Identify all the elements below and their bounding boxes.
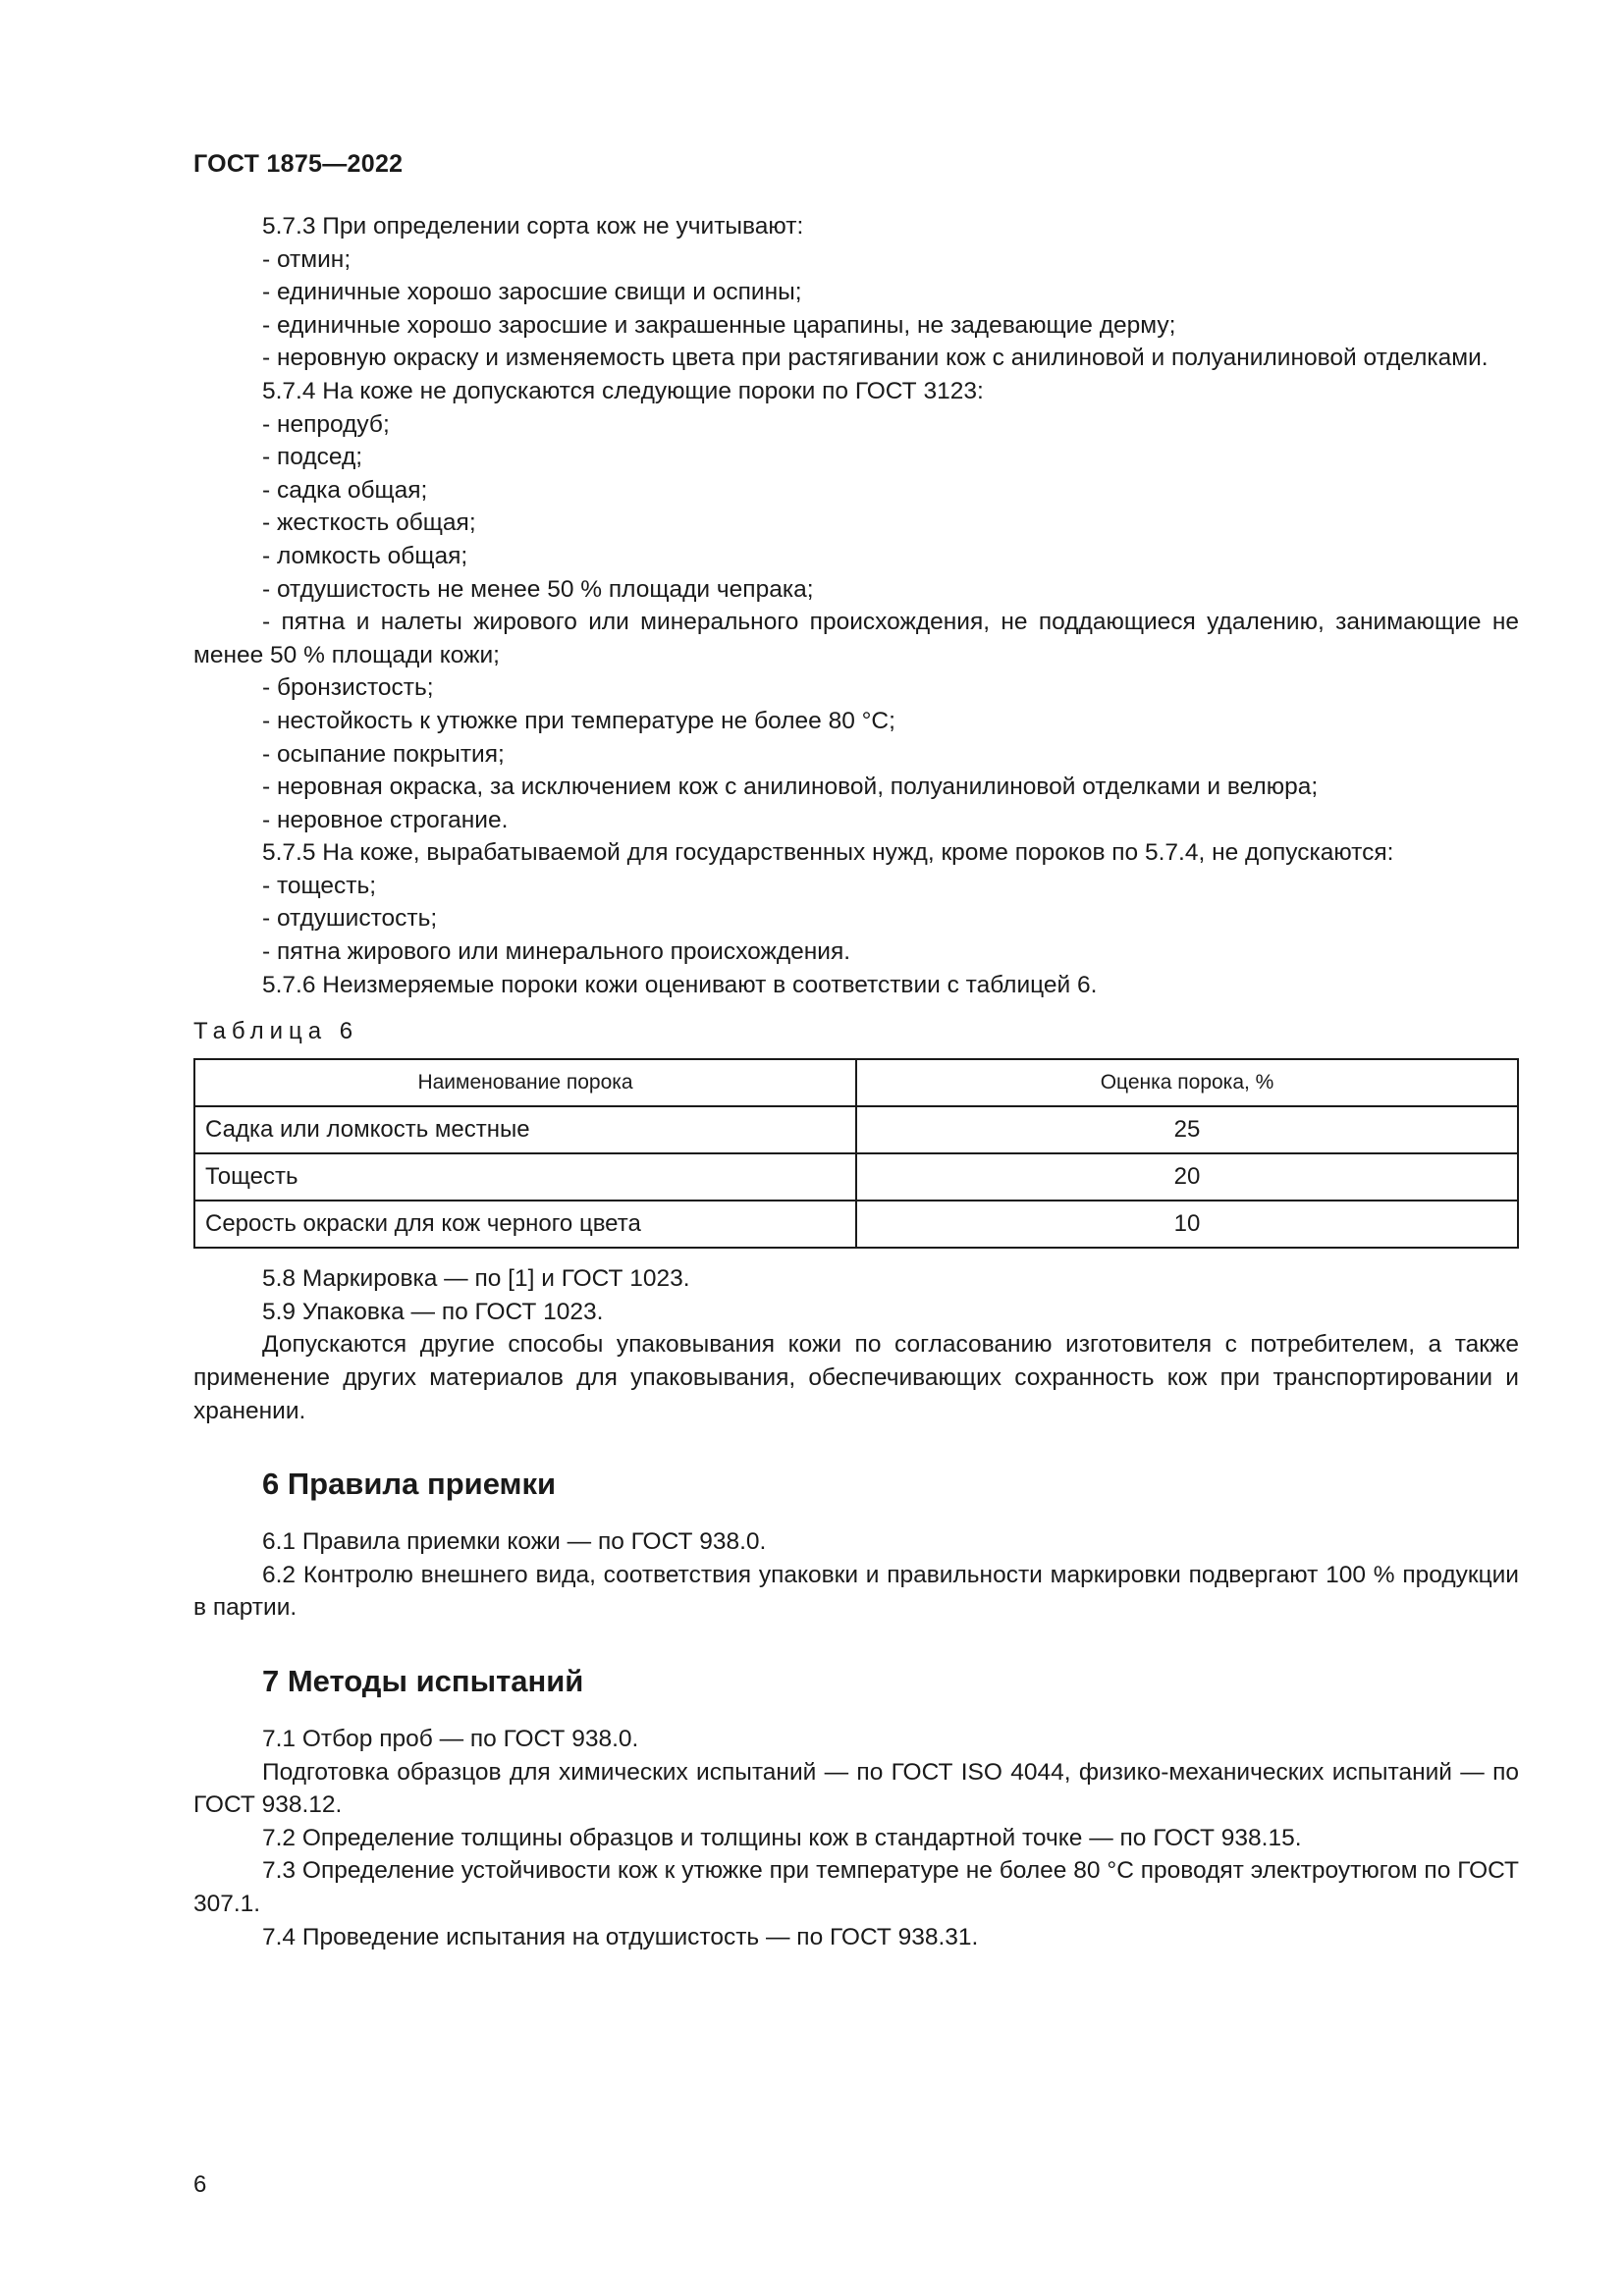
list-item: - осыпание покрытия; [262, 740, 505, 768]
paragraph: 6.1 Правила приемки кожи — по ГОСТ 938.0. [262, 1528, 767, 1556]
list-item: - нестойкость к утюжке при температуре не более 80 °С; [262, 707, 895, 734]
cell-defect-score: 25 [856, 1106, 1518, 1153]
table-header-row [194, 1059, 1518, 1106]
paragraph: 7.3 Определение устойчивости кож к утюжке при температуре не более 80 °С проводят электроутюгом по ГОСТ 307.1. [193, 1857, 1519, 1917]
clause-5-8-block [193, 1262, 1519, 1427]
table-row [194, 1106, 1518, 1153]
list-item: - тощесть; [262, 872, 377, 899]
list-item: - неровную окраску и изменяемость цвета при растягивании кож с анилиновой и полуанилиновой отделками. [262, 345, 1489, 372]
paragraph: 6.2 Контролю внешнего вида, соответствия упаковки и правильности маркировки подвергают 100 % продукции в партии. [193, 1561, 1519, 1622]
paragraph: Допускаются другие способы упаковывания кожи по согласованию изготовителя с потребителем, а также применение других материалов для упаковывания, обеспечивающих сохранность кож при транспортировании и хранении. [193, 1331, 1519, 1424]
paragraph: 5.7.4 На коже не допускаются следующие пороки по ГОСТ 3123: [262, 377, 984, 404]
paragraph: 5.7.6 Неизмеряемые пороки кожи оценивают в соответствии с таблицей 6. [262, 971, 1098, 998]
list-item: - отмин; [262, 245, 352, 273]
cell-defect-score: 10 [856, 1201, 1518, 1248]
list-item: - отдушистость не менее 50 % площади чепрака; [262, 575, 814, 603]
list-item: - неровное строгание. [262, 806, 509, 833]
paragraph: 7.4 Проведение испытания на отдушистость — по ГОСТ 938.31. [262, 1923, 979, 1950]
clause-5-7-block [193, 210, 1519, 1001]
section-7-heading: 7 Методы испытаний [262, 1664, 584, 1698]
paragraph: 5.9 Упаковка — по ГОСТ 1023. [262, 1298, 604, 1325]
paragraph: 7.1 Отбор проб — по ГОСТ 938.0. [262, 1726, 639, 1752]
cell-defect-name: Серость окраски для кож черного цвета [194, 1201, 856, 1248]
list-item: - пятна и налеты жирового или минерального происхождения, не поддающиеся удалению, занимающие не менее 50 % площади кожи; [193, 609, 1519, 668]
table-caption: Таблица 6 [193, 1018, 359, 1045]
table-row [194, 1201, 1518, 1248]
defects-table [193, 1058, 1519, 1249]
section-6-heading: 6 Правила приемки [262, 1467, 557, 1502]
paragraph: 7.2 Определение толщины образцов и толщины кож в стандартной точке — по ГОСТ 938.15. [262, 1824, 1302, 1851]
paragraph: 5.7.5 На коже, вырабатываемой для государственных нужд, кроме пороков по 5.7.4, не допускаются: [262, 839, 1394, 867]
list-item: - жесткость общая; [262, 509, 476, 537]
section-6-body [193, 1525, 1519, 1625]
list-item: - пятна жирового или минерального происхождения. [262, 938, 851, 966]
list-item: - ломкость общая; [262, 542, 468, 569]
paragraph: 5.7.3 При определении сорта кож не учитывают: [262, 213, 804, 240]
column-header-defect: Наименование порока [194, 1059, 856, 1106]
document-page [193, 147, 1519, 1953]
table-row [194, 1153, 1518, 1201]
column-header-score: Оценка порока, % [856, 1059, 1518, 1106]
cell-defect-name: Тощесть [194, 1153, 856, 1201]
cell-defect-name: Садка или ломкость местные [194, 1106, 856, 1153]
list-item: - отдушистость; [262, 905, 438, 933]
paragraph: 5.8 Маркировка — по [1] и ГОСТ 1023. [262, 1265, 690, 1293]
list-item: - непродуб; [262, 410, 390, 438]
list-item: - бронзистость; [262, 674, 434, 702]
list-item: - подсед; [262, 444, 363, 471]
list-item: - единичные хорошо заросшие свищи и оспины; [262, 279, 802, 306]
list-item: - садка общая; [262, 476, 428, 504]
section-7-body [193, 1723, 1519, 1953]
document-header: ГОСТ 1875—2022 [193, 150, 404, 178]
cell-defect-score: 20 [856, 1153, 1518, 1201]
paragraph: Подготовка образцов для химических испытаний — по ГОСТ ISO 4044, физико-механических испытаний — по ГОСТ 938.12. [193, 1758, 1519, 1819]
list-item: - неровная окраска, за исключением кож с анилиновой, полуанилиновой отделками и велюра; [262, 774, 1319, 801]
page-number: 6 [193, 2171, 207, 2198]
list-item: - единичные хорошо заросшие и закрашенные царапины, не задевающие дерму; [262, 311, 1176, 339]
